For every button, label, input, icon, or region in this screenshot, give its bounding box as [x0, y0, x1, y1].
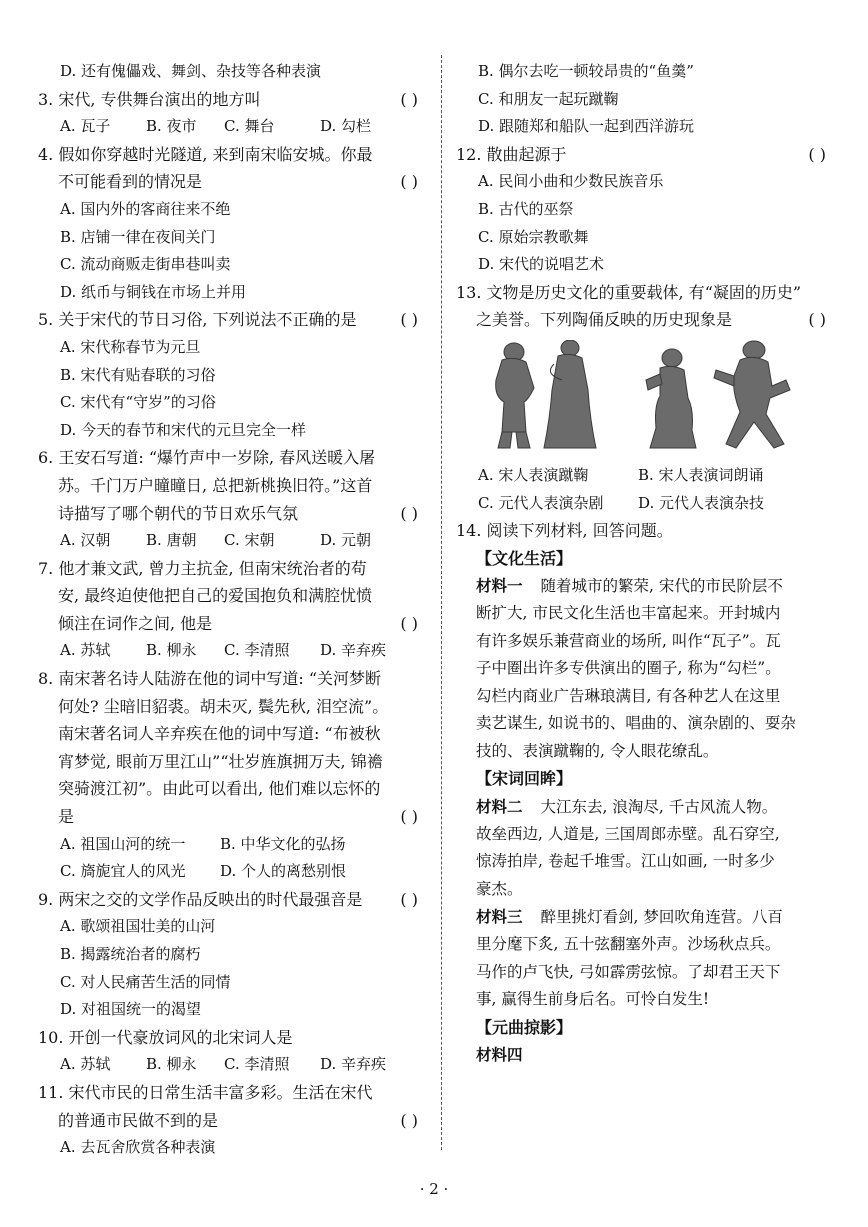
text-line-l17: [38, 500, 428, 528]
text-line-r17: [456, 628, 836, 656]
text-line-r29: [456, 959, 836, 987]
line-text: A. 宋代称春节为元旦: [60, 337, 201, 356]
column-divider: [441, 55, 442, 1150]
text-line-l11: [38, 334, 428, 362]
text-line-l33: [38, 941, 428, 969]
option-l22-1: B. 柳永: [146, 641, 197, 660]
text-line-l7: [38, 224, 428, 252]
text-line-l28: [38, 803, 428, 831]
option-l37-0: A. 苏轼: [60, 1055, 111, 1074]
line-text: 不可能看到的情况是: [58, 172, 203, 192]
text-line-r10: [456, 306, 836, 334]
text-line-l6: [38, 196, 428, 224]
line-text: D. 对祖国统一的渴望: [60, 1000, 202, 1019]
line-text: B. 宋代有贴春联的习俗: [60, 365, 216, 384]
text-line-r3: [456, 113, 836, 141]
material-text: 子中圈出许多专供演出的圈子, 称为“勾栏”。: [476, 659, 781, 678]
text-line-r2: [456, 86, 836, 114]
text-line-r1: [456, 58, 836, 86]
text-line-r12: [456, 490, 836, 518]
line-text: D. 还有傀儡戏、舞剑、杂技等各种表演: [60, 62, 322, 80]
material-text: 故垒西边, 人道是, 三国周郎赤壁。乱石穿空,: [476, 824, 780, 843]
line-text: 苏。千门万户曈曈日, 总把新桃换旧符。”这首: [58, 475, 373, 495]
line-text: 9. 两宋之交的文学作品反映出的时代最强音是: [38, 889, 363, 909]
line-text: A. 歌颂祖国壮美的山河: [60, 917, 216, 936]
text-line-r11: [456, 462, 836, 490]
text-line-l32: [38, 913, 428, 941]
option-l29-1: B. 中华文化的弘扬: [220, 834, 346, 853]
option-l22-3: D. 辛弃疾: [320, 641, 387, 660]
line-text: C. 对人民痛苦生活的同情: [60, 972, 231, 991]
answer-parenthesis[interactable]: ( ): [400, 310, 418, 330]
material-text: 勾栏内商业广告琳琅满目, 有各种艺人在这里: [476, 686, 781, 705]
text-line-r4: [456, 141, 836, 169]
text-line-r25: [456, 848, 836, 876]
option-l22-2: C. 李清照: [224, 641, 290, 660]
line-text: 诗描写了哪个朝代的节日欢乐气氛: [58, 503, 299, 523]
text-line-l8: [38, 251, 428, 279]
text-line-r5: [456, 168, 836, 196]
material-text: 卖艺谋生, 如说书的、唱曲的、演杂剧的、耍杂: [476, 714, 796, 733]
answer-parenthesis[interactable]: ( ): [400, 807, 418, 827]
line-text: A. 去瓦舍欣赏各种表演: [60, 1138, 216, 1157]
text-line-l1: [38, 58, 428, 86]
line-text: 8. 南宋著名诗人陆游在他的词中写道: “关河梦断: [38, 669, 382, 689]
option-r11-1: B. 宋人表演词朗诵: [638, 465, 764, 484]
text-line-l19: [38, 555, 428, 583]
text-line-l20: [38, 582, 428, 610]
text-line-l16: [38, 472, 428, 500]
line-text: 何处? 尘暗旧貂裘。胡未灭, 鬓先秋, 泪空流”。: [58, 696, 389, 716]
right-column-bottom: [456, 462, 836, 1069]
line-text: D. 纸币与铜钱在市场上并用: [60, 282, 247, 301]
material-text: 随着城市的繁荣, 宋代的市民阶层不: [540, 577, 783, 596]
text-line-r9: [456, 279, 836, 307]
option-r11-0: A. 宋人表演蹴鞠: [478, 465, 589, 484]
text-line-l27: [38, 775, 428, 803]
line-text: C. 流动商贩走街串巷叫卖: [60, 255, 231, 274]
option-l3-2: C. 舞台: [224, 117, 275, 136]
line-text: D. 跟随郑和船队一起到西洋游玩: [478, 117, 695, 136]
text-line-r28: [456, 931, 836, 959]
text-line-l40: [38, 1134, 428, 1162]
option-r12-1: D. 元代人表演杂技: [638, 493, 765, 512]
line-text: 4. 假如你穿越时光隧道, 来到南宋临安城。你最: [38, 144, 373, 164]
text-line-r31: [456, 1014, 836, 1042]
text-line-l29: [38, 831, 428, 859]
text-line-r7: [456, 224, 836, 252]
text-line-r13: [456, 517, 836, 545]
text-line-l30: [38, 858, 428, 886]
text-line-l21: [38, 610, 428, 638]
material-text: 豪杰。: [476, 879, 523, 898]
text-line-r30: [456, 986, 836, 1014]
line-text: 12. 散曲起源于: [456, 144, 567, 164]
line-text: C. 和朋友一起玩蹴鞠: [478, 89, 619, 108]
text-line-r18: [456, 655, 836, 683]
line-text: D. 宋代的说唱艺术: [478, 255, 605, 274]
answer-parenthesis[interactable]: ( ): [400, 613, 418, 633]
option-l18-3: D. 元朝: [320, 531, 372, 550]
answer-parenthesis[interactable]: ( ): [400, 89, 418, 109]
text-line-l13: [38, 389, 428, 417]
answer-parenthesis[interactable]: ( ): [808, 310, 826, 330]
line-text: 倾注在词作之间, 他是: [58, 613, 213, 633]
text-line-r24: [456, 821, 836, 849]
option-l37-2: C. 李清照: [224, 1055, 290, 1074]
line-text: 【文化生活】: [476, 548, 573, 568]
text-line-l35: [38, 996, 428, 1024]
text-line-l3: [38, 113, 428, 141]
material-text: 里分麾下炙, 五十弦翻塞外声。沙场秋点兵。: [476, 935, 781, 954]
page-number: · 2 ·: [419, 1180, 449, 1198]
material-text: 大江东去, 浪淘尽, 千古风流人物。: [540, 798, 778, 817]
material-text: 有许多娱乐兼营商业的场所, 叫作“瓦子”。瓦: [476, 631, 781, 650]
text-line-r22: [456, 765, 836, 793]
line-text: 之美誉。下列陶俑反映的历史现象是: [476, 310, 733, 330]
figurine-photo-right: [636, 340, 816, 452]
option-l30-1: D. 个人的离愁别恨: [220, 862, 347, 881]
text-line-l31: [38, 886, 428, 914]
line-text: 6. 王安石写道: “爆竹声中一岁除, 春风送暖入屠: [38, 448, 376, 468]
text-line-r20: [456, 710, 836, 738]
text-line-l4: [38, 141, 428, 169]
line-text: 13. 文物是历史文化的重要载体, 有“凝固的历史”: [456, 282, 802, 302]
option-l18-2: C. 宋朝: [224, 531, 275, 550]
line-text: 安, 最终迫使他把自己的爱国抱负和满腔忧愤: [58, 586, 373, 606]
line-text: 【宋词回眸】: [476, 769, 573, 789]
text-line-l2: [38, 86, 428, 114]
answer-parenthesis[interactable]: ( ): [808, 144, 826, 164]
answer-parenthesis[interactable]: ( ): [400, 503, 418, 523]
material-label: 材料二: [476, 797, 523, 817]
text-line-l34: [38, 969, 428, 997]
text-line-l14: [38, 417, 428, 445]
option-l37-1: B. 柳永: [146, 1055, 197, 1074]
right-column-top: [456, 58, 836, 334]
material-text: 事, 赢得生前身后名。可怜白发生!: [476, 990, 710, 1009]
line-text: 【元曲掠影】: [476, 1017, 573, 1037]
answer-parenthesis[interactable]: ( ): [400, 1110, 418, 1130]
text-line-r21: [456, 738, 836, 766]
option-l30-0: C. 旖旎宜人的风光: [60, 862, 186, 881]
line-text: 南宋著名词人辛弃疾在他的词中写道: “布被秋: [58, 724, 381, 744]
answer-parenthesis[interactable]: ( ): [400, 172, 418, 192]
text-line-l38: [38, 1079, 428, 1107]
option-l3-0: A. 瓦子: [60, 117, 111, 136]
text-line-r27: [456, 903, 836, 931]
line-text: 宵梦觉, 眼前万里江山”“壮岁旌旗拥万夫, 锦襜: [58, 751, 383, 771]
answer-parenthesis[interactable]: ( ): [400, 889, 418, 909]
line-text: A. 民间小曲和少数民族音乐: [478, 172, 664, 191]
line-text: C. 宋代有“守岁”的习俗: [60, 393, 216, 412]
text-line-r15: [456, 572, 836, 600]
text-line-l23: [38, 665, 428, 693]
left-column: [38, 58, 428, 1162]
line-text: 7. 他才兼文武, 曾力主抗金, 但南宋统治者的苟: [38, 558, 367, 578]
line-text: B. 店铺一律在夜间关门: [60, 227, 216, 246]
line-text: 突骑渡江初”。由此可以看出, 他们难以忘怀的: [58, 779, 381, 799]
option-r12-0: C. 元代人表演杂剧: [478, 493, 604, 512]
line-text: 11. 宋代市民的日常生活丰富多彩。生活在宋代: [38, 1082, 373, 1102]
line-text: 14. 阅读下列材料, 回答问题。: [456, 521, 673, 541]
material-text: 惊涛拍岸, 卷起千堆雪。江山如画, 一时多少: [476, 852, 775, 871]
material-text: 马作的卢飞快, 弓如霹雳弦惊。了却君王天下: [476, 962, 781, 981]
text-line-l9: [38, 279, 428, 307]
text-line-r16: [456, 600, 836, 628]
text-line-l39: [38, 1107, 428, 1135]
figurine-photos: [478, 340, 836, 458]
figurine-photo-left: [478, 340, 628, 452]
option-l29-0: A. 祖国山河的统一: [60, 834, 186, 853]
material-label: 材料三: [476, 907, 523, 927]
line-text: C. 原始宗教歌舞: [478, 227, 589, 246]
material-text: 技的、表演蹴鞠的, 令人眼花缭乱。: [476, 741, 719, 760]
line-text: 的普通市民做不到的是: [58, 1110, 219, 1130]
line-text: D. 今天的春节和宋代的元旦完全一样: [60, 420, 307, 439]
option-l37-3: D. 辛弃疾: [320, 1055, 387, 1074]
text-line-l5: [38, 168, 428, 196]
line-text: 是: [58, 807, 75, 827]
line-text: B. 偶尔去吃一顿较昂贵的“鱼羹”: [478, 62, 694, 80]
text-line-r14: [456, 545, 836, 573]
text-line-l15: [38, 444, 428, 472]
text-line-r19: [456, 683, 836, 711]
line-text: 10. 开创一代豪放词风的北宋词人是: [38, 1027, 293, 1047]
text-line-l36: [38, 1024, 428, 1052]
text-line-l37: [38, 1051, 428, 1079]
text-line-l18: [38, 527, 428, 555]
line-text: 5. 关于宋代的节日习俗, 下列说法不正确的是: [38, 310, 357, 330]
text-line-l24: [38, 693, 428, 721]
text-line-r6: [456, 196, 836, 224]
line-text: B. 揭露统治者的腐朽: [60, 945, 201, 963]
material-text: 断扩大, 市民文化生活也丰富起来。开封城内: [476, 603, 781, 622]
text-line-r26: [456, 876, 836, 904]
material-text: 醉里挑灯看剑, 梦回吹角连营。八百: [540, 908, 783, 927]
line-text: 3. 宋代, 专供舞台演出的地方叫: [38, 89, 261, 109]
option-l3-1: B. 夜市: [146, 117, 197, 136]
text-line-l26: [38, 748, 428, 776]
line-text: B. 古代的巫祭: [478, 199, 574, 218]
option-l3-3: D. 勾栏: [320, 117, 372, 136]
text-line-l10: [38, 306, 428, 334]
material-label: 材料一: [476, 576, 523, 596]
text-line-l12: [38, 362, 428, 390]
text-line-l25: [38, 720, 428, 748]
option-l18-0: A. 汉朝: [60, 531, 111, 550]
text-line-r23: [456, 793, 836, 821]
right-column: [456, 58, 836, 1069]
text-line-l22: [38, 637, 428, 665]
line-text: A. 国内外的客商往来不绝: [60, 199, 231, 218]
option-l18-1: B. 唐朝: [146, 531, 197, 550]
text-line-r8: [456, 251, 836, 279]
text-line-r32: [456, 1041, 836, 1069]
option-l22-0: A. 苏轼: [60, 641, 111, 660]
material-label: 材料四: [476, 1045, 523, 1065]
